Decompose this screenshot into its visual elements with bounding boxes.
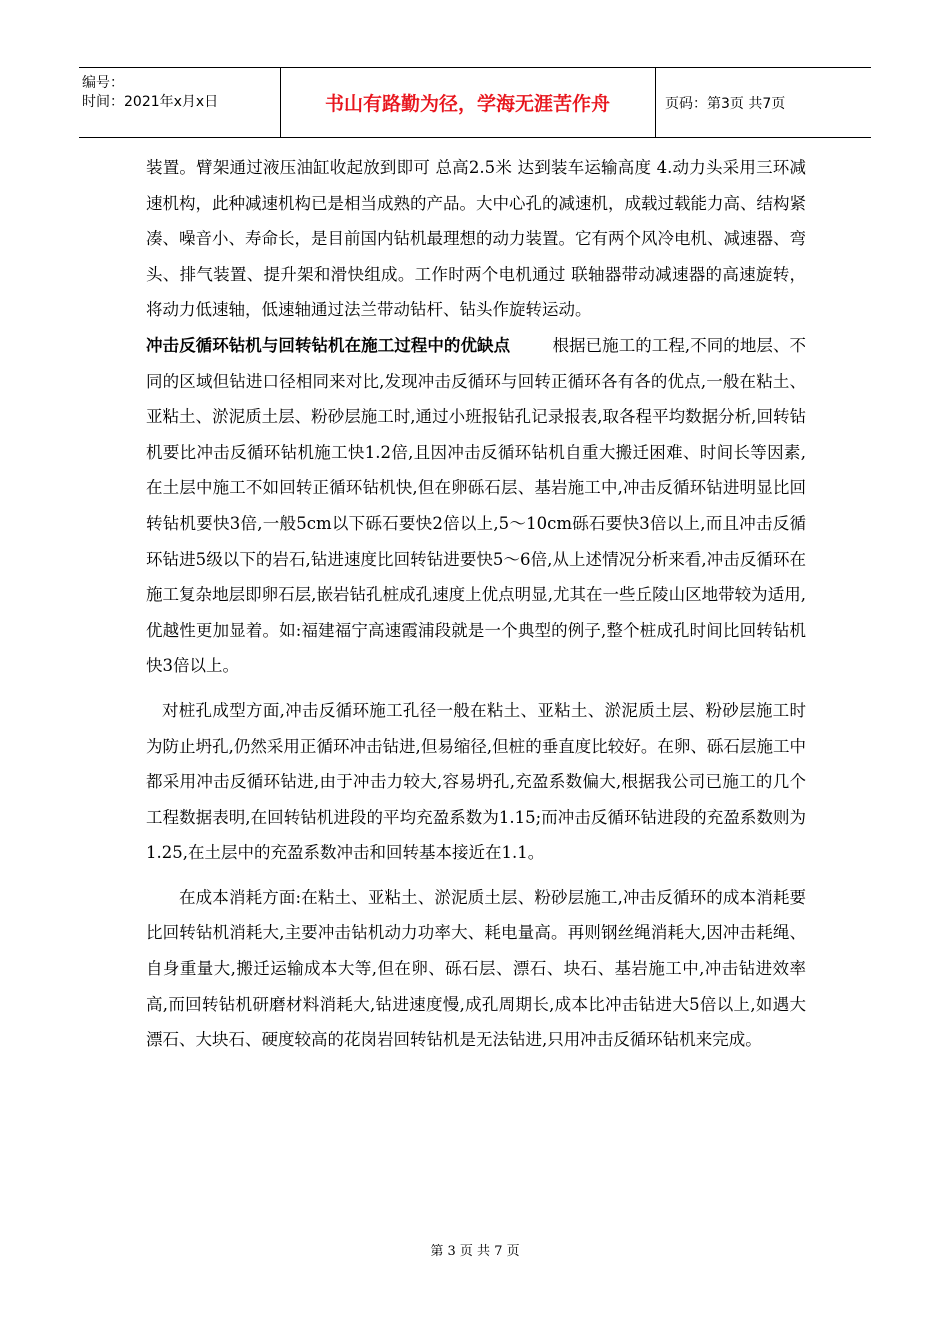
document-number-label: 编号： xyxy=(82,75,124,91)
body-paragraph: 对桩孔成型方面,冲击反循环施工孔径一般在粘土、亚粘土、淤泥质土层、粉砂层施工时为防止坍孔,仍然采用正循环冲击钻进,但易缩径,但桩的垂直度比较好。在卵、砾石层施工中都采用冲击反循环钻进,由于冲击力较大,容易坍孔,充盈系数偏大,根据我公司已施工的几个工程数据表明,在回转钻机进段的平均充盈系数为1.15;而冲击反循环钻进段的充盈系数则为1.25,在土层中的充盈系数冲击和回转基本接近在1.1。 xyxy=(146,700,806,863)
section-text: 根据已施工的工程,不同的地层、不同的区域但钻进口径相同来对比,发现冲击反循环与回转正循环各有各的优点,一般在粘土、亚粘土、淤泥质土层、粉砂层施工时,通过小班报钻孔记录报表,取各程平均数据分析,回转钻机要比冲击反循环钻机施工快1.2倍,且因冲击反循环钻机自重大搬迁困难、时间长等因素,在土层中施工不如回转正循环钻机快,但在卵砾石层、基岩施工中,冲击反循环钻进明显比回转钻机要快3倍,一般5cm以下砾石要快2倍以上,5～10cm砾石要快3倍以上,而且冲击反循环钻进5级以下的岩石,钻进速度比回转钻进要快5～6倍,从上述情况分析来看,冲击反循环在施工复杂地层即卵石层,嵌岩钻孔桩成孔速度上优点明显,尤其在一些丘陵山区地带较为适用,优越性更加显着。如:福建福宁高速霞浦段就是一个典型的例子,整个桩成孔时间比回转钻机快3倍以上。 xyxy=(146,335,806,676)
page-footer: 第 3 页 共 7 页 xyxy=(430,1244,520,1259)
header-page-cell xyxy=(655,68,871,137)
document-date-label: 时间：2021年x月x日 xyxy=(82,94,219,110)
body-paragraph: 在成本消耗方面:在粘土、亚粘土、淤泥质土层、粉砂层施工,冲击反循环的成本消耗要比回转钻机消耗大,主要冲击钻机动力功率大、耗电量高。再则钢丝绳消耗大,因冲击耗绳、自身重量大,搬迁运输成本大等,但在卵、砾石层、漂石、块石、基岩施工中,冲击钻进效率高,而回转钻机研磨材料消耗大,钻进速度慢,成孔周期长,成本比冲击钻进大5倍以上,如遇大漂石、大块石、硬度较高的花岗岩回转钻机是无法钻进,只用冲击反循环钻机来完成。 xyxy=(146,887,806,1050)
page-header xyxy=(79,67,871,138)
header-motto-cell xyxy=(280,68,656,137)
body-paragraph: 装置。臂架通过液压油缸收起放到即可 总高2.5米 达到装车运输高度 4.动力头采用三环减速机构，此种减速机构已是相当成熟的产品。大中心孔的减速机，成载过载能力高、结构紧凑、噪音小、寿命长，是目前国内钻机最理想的动力装置。它有两个风冷电机、减速器、弯头、排气装置、提升架和滑快组成。工作时两个电机通过 联轴器带动减速器的高速旋转，将动力低速轴，低速轴通过法兰带动钻杆、钻头作旋转运动。 xyxy=(146,158,806,320)
header-meta xyxy=(79,68,281,137)
section-heading: 冲击反循环钻机与回转钻机在施工过程中的优缺点 xyxy=(146,335,511,355)
document-body xyxy=(146,150,806,1058)
header-motto: 书山有路勤为径，学海无涯苦作舟 xyxy=(324,93,610,115)
section-paragraph xyxy=(146,328,806,684)
header-page-number: 页码：第3页 共7页 xyxy=(665,95,786,112)
